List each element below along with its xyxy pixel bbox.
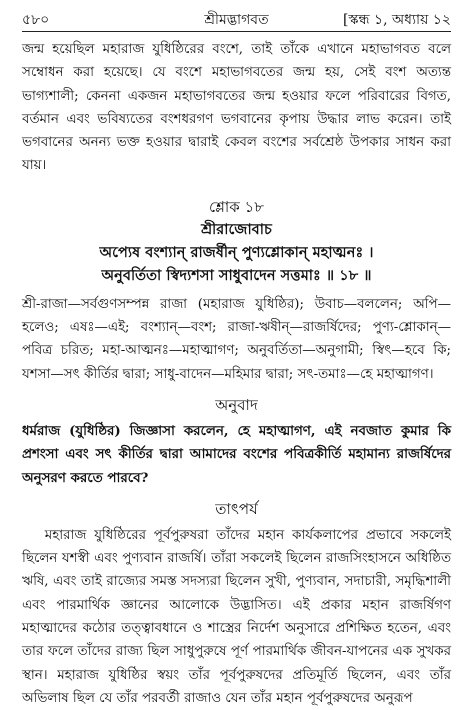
chapter-reference: [স্কন্ধ ১, অধ্যায় ১২	[342, 12, 451, 28]
sloka-heading: শ্লোক ১৮	[209, 197, 264, 216]
purport-heading: তাৎপর্য	[215, 499, 258, 518]
synonyms-paragraph: শ্রী-রাজা—সর্বগুণসম্পন্ন রাজা (মহারাজ যুধিষ্ঠির); উবাচ—বললেন; অপি—হলেও; এষঃ—এই; বংশ্যান্—বংশ; রাজা-ঋষীন্—রাজর্ষিদের; পুণ্য-শ্লোকান্—পবিত্র চরিত; মহা-আত্মনঃ—মহাত্মাগণ; অনুবর্তিতা—অনুগামী; স্বিৎ—হবে কি; যশসা—সৎ কীর্তির দ্বারা; সাধু-বাদেন—মহিমার দ্বারা; সৎ-তমাঃ—হে মহাত্মাগণ।	[22, 296, 451, 382]
translation-heading: অনুবাদ	[215, 395, 258, 414]
header-rule	[22, 31, 451, 32]
purport-paragraph: মহারাজ যুধিষ্ঠিরের পূর্বপুরুষরা তাঁদের মহান কার্যকলাপের প্রভাবে সকলেই ছিলেন যশস্বী এবং পুণ্যবান রাজর্ষি। তাঁরা সকলেই ছিলেন রাজসিংহাসনে অধিষ্ঠিত ঋষি, এবং তাই রাজ্যের সমস্ত সদস্যরা ছিলেন সুখী, পুণ্যবান, সদাচারী, সমৃদ্ধিশালী এবং পারমার্থিক জ্ঞানের আলোকে উদ্ভাসিত। এই প্রকার মহান রাজর্ষিগণ মহাত্মাদের কঠোর তত্ত্বাবধানে ও শাস্ত্রের নির্দেশ অনুসারে প্রশিক্ষিত হতেন, এবং তার ফলে তাঁদের রাজ্য ছিল সাধুপুরুষে পূর্ণ পারমার্থিক জীবন-যাপনের এক সুখকর স্থান। মহারাজ যুধিষ্ঠির স্বয়ং তাঁর পূর্বপুরুষদের প্রতিমূর্তি ছিলেন, এবং তাঁর অভিলাষ ছিল যে তাঁর পরবর্তী রাজাও যেন তাঁর মহান পূর্বপুরুষদের অনুরূপ	[22, 527, 451, 706]
sloka-speaker: শ্রীরাজোবাচ	[201, 220, 272, 238]
page-number: ৫৮০	[22, 12, 50, 28]
sloka-line-2: অনুবর্তিতা স্বিদ্যশসা সাধুবাদেন সত্তমাঃ ॥ ১৮ ॥	[101, 266, 372, 284]
page-header	[22, 8, 451, 32]
sloka-line-1: অপ্যেষ বংশ্যান্ রাজর্ষীন্ পুণ্যশ্লোকান্ মহাত্মনঃ ।	[99, 243, 374, 261]
running-title: শ্রীমদ্ভাগবত	[204, 12, 269, 28]
translation-paragraph: ধর্মরাজ (যুধিষ্ঠির) জিজ্ঞাসা করলেন, হে মহাত্মাগণ, এই নবজাত কুমার কি প্রশংসা এবং সৎ কীর্তির দ্বারা আমাদের বংশের পবিত্রকীর্তি মহামান্য রাজর্ষিদের অনুসরণ করতে পারবে?	[22, 422, 451, 486]
page-body	[22, 38, 451, 710]
intro-paragraph: জন্ম হয়েছিল মহারাজ যুধিষ্ঠিরের বংশে, তাই তাঁকে এখানে মহাভাগবত বলে সম্বোধন করা হয়েছে। যে বংশে মহাভাগবতের জন্ম হয়, সেই বংশ অত্যন্ত ভাগ্যশালী; কেননা একজন মহাভাগবতের জন্ম হওয়ার ফলে পরিবারের বিগত, বর্তমান এবং ভবিষ্যতের বংশধরগণ ভগবানের কৃপায় উদ্ধার লাভ করেন। তাই ভগবানের অনন্য ভক্ত হওয়ার দ্বারাই কেবল বংশের সর্বশ্রেষ্ঠ উপকার সাধন করা যায়।	[22, 42, 451, 174]
